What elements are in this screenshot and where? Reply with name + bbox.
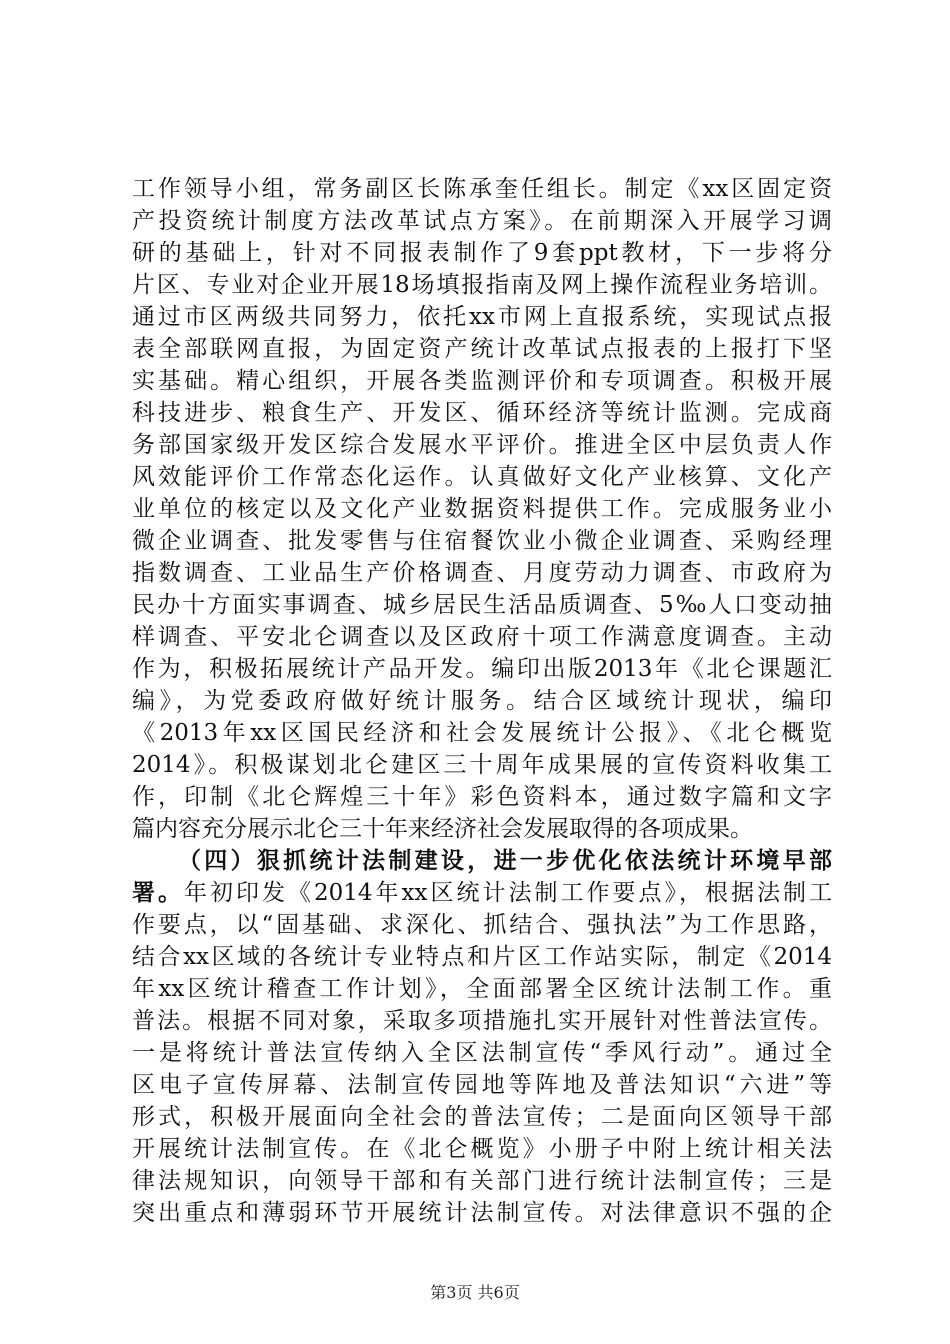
text-line: 篇内容充分展示北仑三十年来经济社会发展取得的各项成果。 bbox=[132, 816, 753, 842]
text-line: 业单位的核定以及文化产业数据资料提供工作。完成服务业小 bbox=[132, 496, 832, 522]
text-line: 年xx区统计稽查工作计划》，全面部署全区统计法制工作。重 bbox=[132, 976, 832, 1002]
text-line: 编》，为党委政府做好统计服务。结合区域统计现状，编印 bbox=[132, 688, 832, 714]
document-body bbox=[132, 173, 832, 1229]
page-footer: 第3页 共6页 bbox=[430, 1283, 520, 1302]
text-line: 工作领导小组，常务副区长陈承奎任组长。制定《xx区固定资 bbox=[132, 176, 832, 202]
text-line: 风效能评价工作常态化运作。认真做好文化产业核算、文化产 bbox=[132, 464, 832, 490]
text-line: 作，印制《北仑辉煌三十年》彩色资料本，通过数字篇和文字 bbox=[132, 784, 832, 810]
section-heading-end: 署。 bbox=[132, 879, 185, 906]
text-line: 律法规知识，向领导干部和有关部门进行统计法制宣传；三是 bbox=[132, 1168, 832, 1194]
text-line: 作为，积极拓展统计产品开发。编印出版2013年《北仑课题汇 bbox=[132, 656, 832, 682]
text-line: 科技进步、粮食生产、开发区、循环经济等统计监测。完成商 bbox=[132, 400, 832, 426]
text-segment: 年初印发《2014年xx区统计法制工作要点》，根据法制工 bbox=[184, 880, 832, 906]
text-line: 指数调查、工业品生产价格调查、月度劳动力调查、市政府为 bbox=[132, 560, 832, 586]
text-line: 2014》。积极谋划北仑建区三十周年成果展的宣传资料收集工 bbox=[132, 752, 832, 778]
text-line: 开展统计法制宣传。在《北仑概览》小册子中附上统计相关法 bbox=[132, 1136, 832, 1162]
text-line: 表全部联网直报，为固定资产统计改革试点报表的上报打下坚 bbox=[132, 336, 832, 362]
text-line: 《2013年xx区国民经济和社会发展统计公报》、《北仑概览 bbox=[132, 720, 832, 746]
text-line: 研的基础上，针对不同报表制作了9套ppt教材，下一步将分 bbox=[132, 240, 832, 266]
text-line: 作要点，以“固基础、求深化、抓结合、强执法”为工作思路， bbox=[132, 912, 832, 938]
text-line: 普法。根据不同对象，采取多项措施扎实开展针对性普法宣传。 bbox=[132, 1008, 832, 1034]
text-line: 实基础。精心组织，开展各类监测评价和专项调查。积极开展 bbox=[132, 368, 832, 394]
section-heading: （四）狠抓统计法制建设，进一步优化依法统计环境早部 bbox=[178, 847, 832, 874]
text-line: 通过市区两级共同努力，依托xx市网上直报系统，实现试点报 bbox=[132, 304, 832, 330]
text-line: 结合xx区域的各统计专业特点和片区工作站实际，制定《2014 bbox=[132, 944, 832, 970]
text-line bbox=[132, 877, 832, 909]
text-line: 片区、专业对企业开展18场填报指南及网上操作流程业务培训。 bbox=[132, 272, 832, 298]
text-line: 微企业调查、批发零售与住宿餐饮业小微企业调查、采购经理 bbox=[132, 528, 832, 554]
text-line: 样调查、平安北仑调查以及区政府十项工作满意度调查。主动 bbox=[132, 624, 832, 650]
text-line: 产投资统计制度方法改革试点方案》。在前期深入开展学习调 bbox=[132, 208, 832, 234]
text-line: 突出重点和薄弱环节开展统计法制宣传。对法律意识不强的企 bbox=[132, 1200, 832, 1226]
text-line: 形式，积极开展面向全社会的普法宣传；二是面向区领导干部 bbox=[132, 1104, 832, 1130]
text-line: 民办十方面实事调查、城乡居民生活品质调查、5‰人口变动抽 bbox=[132, 592, 832, 618]
text-line: 区电子宣传屏幕、法制宣传园地等阵地及普法知识“六进”等 bbox=[132, 1072, 832, 1098]
text-line: 一是将统计普法宣传纳入全区法制宣传“季风行动”。通过全 bbox=[132, 1040, 832, 1066]
text-line: 务部国家级开发区综合发展水平评价。推进全区中层负责人作 bbox=[132, 432, 832, 458]
